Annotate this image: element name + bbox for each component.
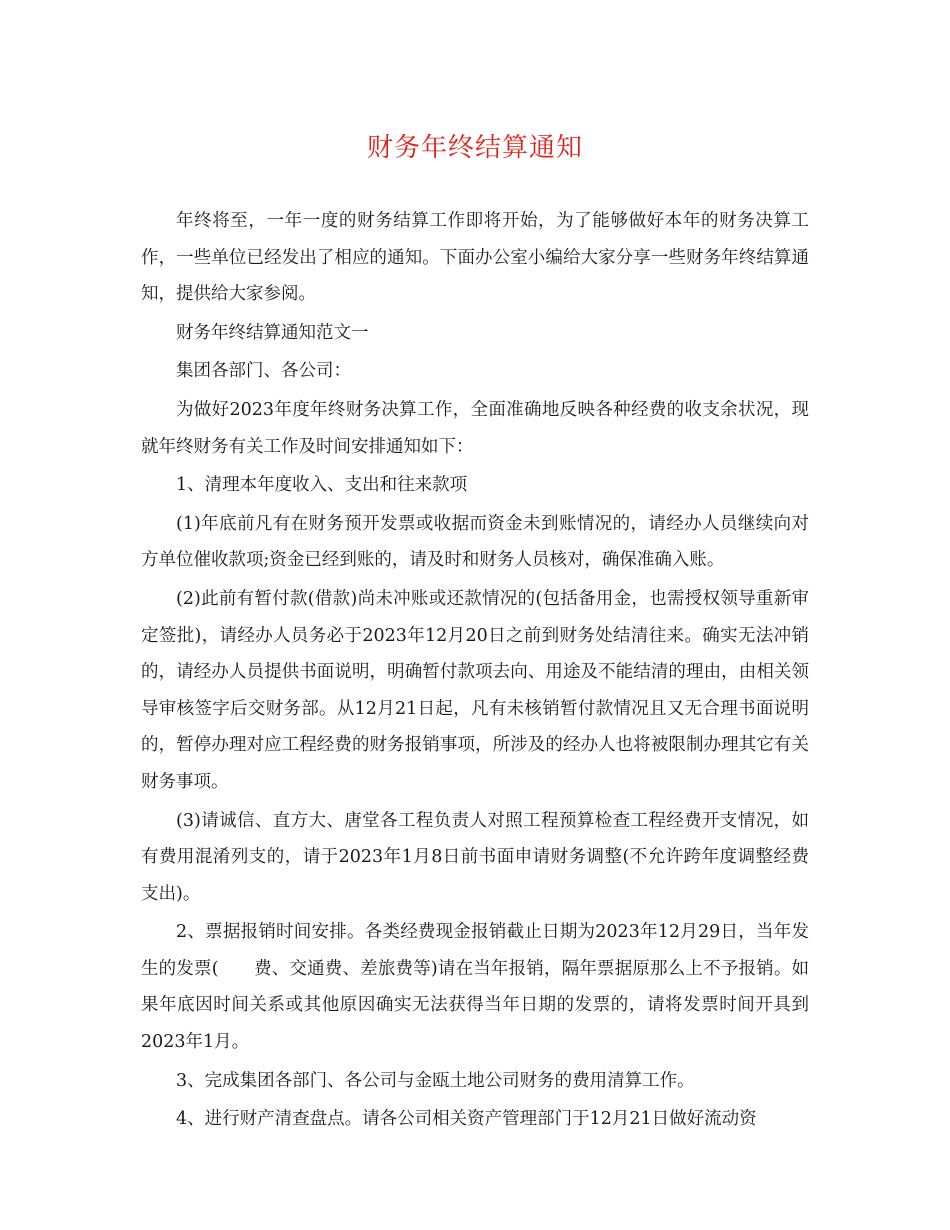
paragraph-purpose: 为做好2023年度年终财务决算工作，全面准确地反映各种经费的收支余状况，现就年终财务有关工作及时间安排通知如下： — [141, 399, 809, 457]
paragraph-item-1-sub-1: (1)年底前凡有在财务预开发票或收据而资金未到账情况的，请经办人员继续向对方单位催收款项;资金已经到账的，请及时和财务人员核对，确保准确入账。 — [141, 513, 809, 571]
paragraph-salutation: 集团各部门、各公司： — [176, 361, 351, 382]
paragraph-item-1-heading: 1、清理本年度收入、支出和往来款项 — [176, 475, 468, 496]
document-title: 财务年终结算通知 — [366, 133, 583, 163]
document-body — [141, 203, 809, 1138]
paragraph-item-3: 3、完成集团各部门、各公司与金瓯土地公司财务的费用清算工作。 — [176, 1070, 695, 1091]
paragraph-item-2: 2、票据报销时间安排。各类经费现金报销截止日期为2023年12月29日，当年发生的发票( 费、交通费、差旅费等)请在当年报销，隔年票据原那么上不予报销。如果年底因时间关系或其他原因确实无法获得当年日期的发票的，请将发票时间开具到2023年1月。 — [141, 922, 809, 1053]
paragraph-intro: 年终将至，一年一度的财务结算工作即将开始，为了能够做好本年的财务决算工作，一些单位已经发出了相应的通知。下面办公室小编给大家分享一些财务年终结算通知，提供给大家参阅。 — [141, 211, 809, 305]
paragraph-item-1-sub-2: (2)此前有暂付款(借款)尚未冲账或还款情况的(包括备用金，也需授权领导重新审定签批)，请经办人员务必于2023年12月20日之前到财务处结清往来。确实无法冲销的，请经办人员提供书面说明，明确暂付款项去向、用途及不能结清的理由，由相关领导审核签字后交财务部。从12月21日起，凡有未核销暂付款情况且又无合理书面说明的，暂停办理对应工程经费的财务报销事项，所涉及的经办人也将被限制办理其它有关财务事项。 — [141, 588, 809, 792]
paragraph-item-1-sub-3: (3)请诚信、直方大、唐堂各工程负责人对照工程预算检查工程经费开支情况，如有费用混淆列支的，请于2023年1月8日前书面申请财务调整(不允许跨年度调整经费支出)。 — [141, 810, 809, 904]
paragraph-sample-heading: 财务年终结算通知范文一 — [176, 322, 369, 343]
paragraph-item-4: 4、进行财产清查盘点。请各公司相关资产管理部门于12月21日做好流动资 — [176, 1109, 757, 1130]
